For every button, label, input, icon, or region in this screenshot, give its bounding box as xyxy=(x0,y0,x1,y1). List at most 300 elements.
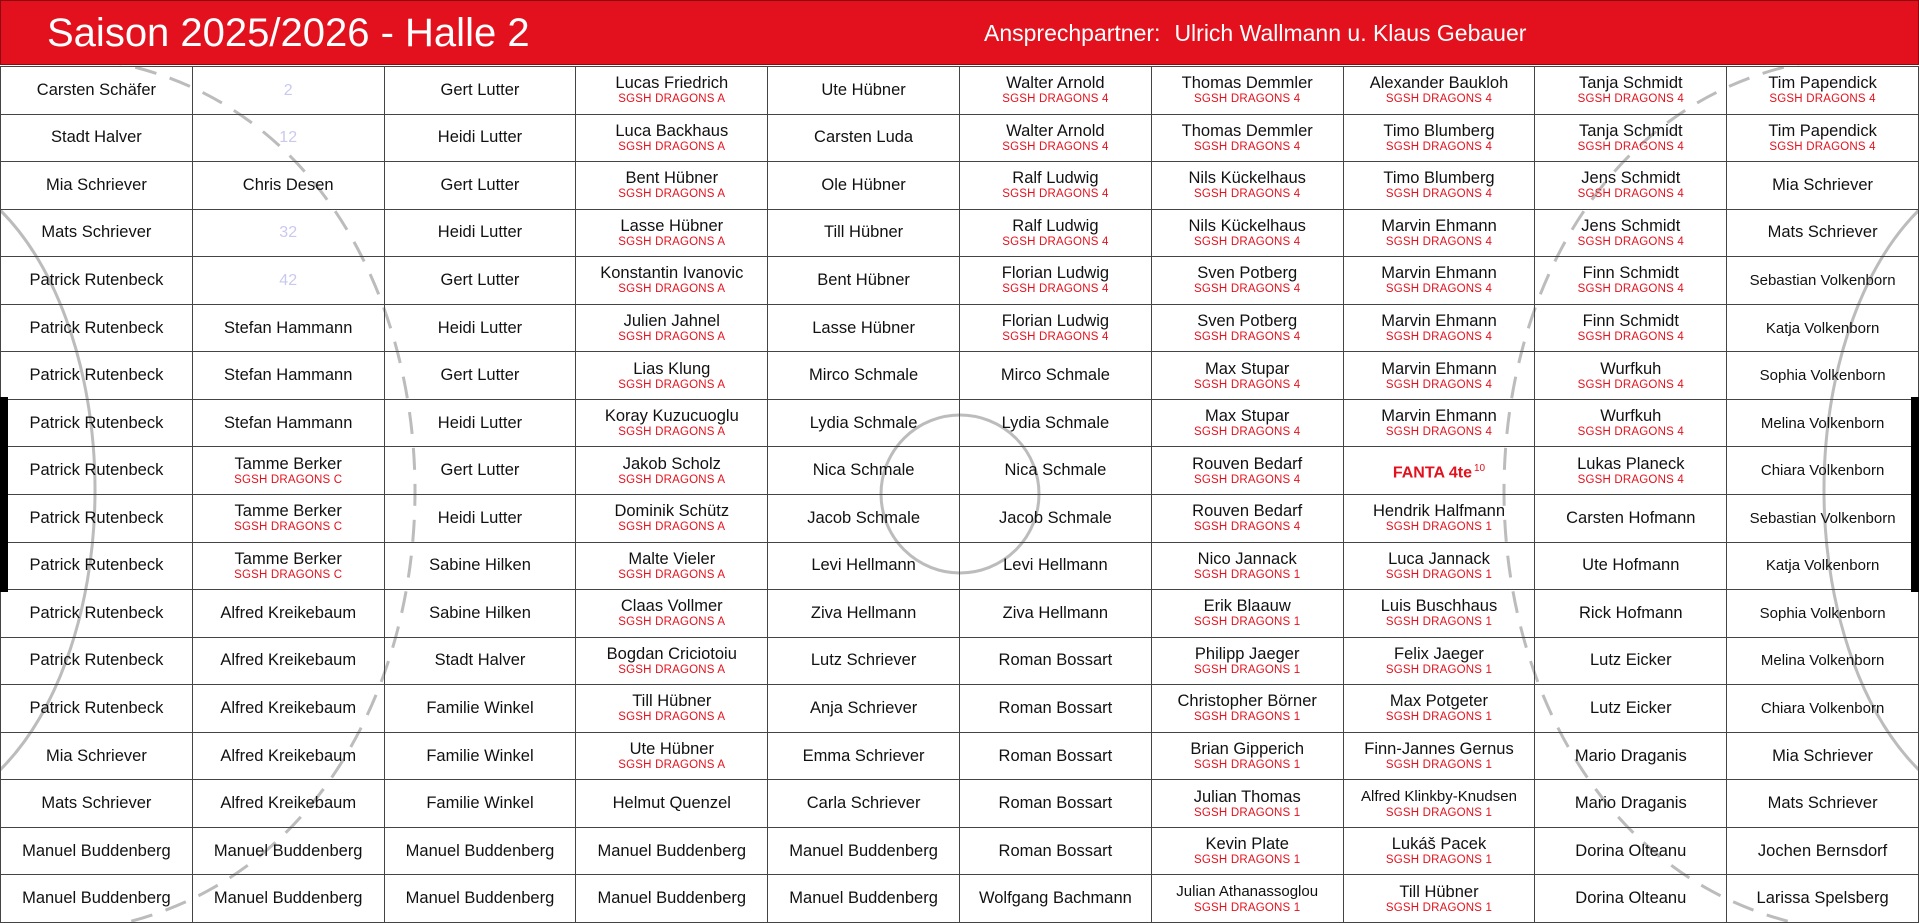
cell-name-wrap xyxy=(1393,459,1485,482)
cell-team: SGSH DRAGONS 4 xyxy=(1194,235,1301,248)
cell-name: Konstantin Ivanovic xyxy=(600,264,744,283)
schedule-cell xyxy=(1344,685,1536,733)
schedule-cell xyxy=(1535,590,1727,638)
cell-name: 42 xyxy=(279,271,298,289)
cell-name: Lutz Eicker xyxy=(1589,651,1672,670)
schedule-cell xyxy=(385,638,577,686)
cell-name: Alfred Kreikebaum xyxy=(220,746,357,765)
cell-team: SGSH DRAGONS A xyxy=(618,663,726,676)
schedule-cell xyxy=(1727,352,1919,400)
schedule-cell xyxy=(1,495,193,543)
schedule-cell xyxy=(768,590,960,638)
cell-team: SGSH DRAGONS A xyxy=(618,616,726,629)
schedule-cell xyxy=(385,257,577,305)
schedule-cell xyxy=(1344,447,1536,495)
cell-name: Till Hübner xyxy=(1399,882,1479,901)
schedule-cell xyxy=(1535,352,1727,400)
schedule-cell xyxy=(385,447,577,495)
schedule-cell xyxy=(1535,447,1727,495)
cell-name: Heidi Lutter xyxy=(437,413,523,432)
cell-team: SGSH DRAGONS 4 xyxy=(1385,378,1493,391)
schedule-cell xyxy=(193,638,385,686)
cell-name: 32 xyxy=(279,224,298,242)
schedule-cell xyxy=(193,162,385,210)
cell-team: SGSH DRAGONS A xyxy=(618,378,726,391)
cell-name: Gert Lutter xyxy=(440,270,520,289)
cell-name: Marvin Ehmann xyxy=(1381,312,1497,331)
cell-name: Rouven Bedarf xyxy=(1192,502,1303,521)
cell-name: Manuel Buddenberg xyxy=(22,841,171,860)
cell-name: Jochen Bernsdorf xyxy=(1757,841,1888,860)
schedule-grid xyxy=(0,66,1919,923)
schedule-cell xyxy=(768,875,960,923)
cell-name: Mirco Schmale xyxy=(809,366,919,385)
schedule-cell xyxy=(1344,257,1536,305)
cell-name: Katja Volkenborn xyxy=(1765,319,1880,337)
cell-team: SGSH DRAGONS C xyxy=(234,568,343,581)
schedule-cell xyxy=(1344,162,1536,210)
cell-name: Helmut Quenzel xyxy=(612,794,731,813)
schedule-cell xyxy=(1152,875,1344,923)
cell-name: Larissa Spelsberg xyxy=(1756,889,1889,908)
schedule-cell xyxy=(960,638,1152,686)
cell-name: Nica Schmale xyxy=(812,461,915,480)
cell-team: SGSH DRAGONS 4 xyxy=(1577,140,1684,153)
cell-team: SGSH DRAGONS 4 xyxy=(1577,378,1684,391)
cell-name: Familie Winkel xyxy=(426,794,534,813)
cell-name: Max Stupar xyxy=(1205,359,1290,378)
schedule-cell xyxy=(768,162,960,210)
contact-info xyxy=(984,1,1526,66)
cell-name: Stefan Hammann xyxy=(223,413,353,432)
schedule-cell xyxy=(1,875,193,923)
cell-team: SGSH DRAGONS 4 xyxy=(1194,521,1301,534)
cell-name: Emma Schriever xyxy=(802,746,925,765)
cell-name: Chiara Volkenborn xyxy=(1760,462,1885,480)
cell-name: Lydia Schmale xyxy=(809,413,918,432)
cell-name: Finn Schmidt xyxy=(1582,312,1679,331)
cell-team: SGSH DRAGONS 4 xyxy=(1002,283,1109,296)
cell-team: SGSH DRAGONS 1 xyxy=(1385,854,1493,867)
schedule-cell xyxy=(385,67,577,115)
schedule-cell xyxy=(960,875,1152,923)
schedule-cell xyxy=(1535,828,1727,876)
schedule-cell xyxy=(576,685,768,733)
cell-name: Tanja Schmidt xyxy=(1578,74,1683,93)
cell-team: SGSH DRAGONS C xyxy=(234,473,343,486)
cell-name: Finn-Jannes Gernus xyxy=(1364,740,1514,759)
cell-team: SGSH DRAGONS 1 xyxy=(1194,759,1301,772)
cell-team: SGSH DRAGONS 4 xyxy=(1577,235,1684,248)
schedule-cell xyxy=(1152,210,1344,258)
schedule-cell xyxy=(385,352,577,400)
cell-name: Lucas Friedrich xyxy=(615,74,729,93)
cell-name: Patrick Rutenbeck xyxy=(29,413,164,432)
schedule-cell xyxy=(768,828,960,876)
schedule-cell xyxy=(960,210,1152,258)
schedule-cell xyxy=(193,543,385,591)
schedule-cell xyxy=(1152,780,1344,828)
cell-name: Roman Bossart xyxy=(998,841,1113,860)
cell-team: SGSH DRAGONS 1 xyxy=(1385,663,1493,676)
schedule-cell xyxy=(1152,495,1344,543)
schedule-cell xyxy=(385,875,577,923)
cell-name: Alfred Kreikebaum xyxy=(220,651,357,670)
cell-name: Mats Schriever xyxy=(41,794,152,813)
cell-name: Heidi Lutter xyxy=(437,128,523,147)
cell-name: Carsten Hofmann xyxy=(1566,508,1696,527)
cell-team: SGSH DRAGONS 4 xyxy=(1002,331,1109,344)
schedule-cell xyxy=(1535,400,1727,448)
schedule-cell xyxy=(960,495,1152,543)
schedule-cell xyxy=(1344,495,1536,543)
cell-name: Sebastian Volkenborn xyxy=(1749,509,1896,527)
cell-name: Patrick Rutenbeck xyxy=(29,651,164,670)
schedule-cell xyxy=(1727,543,1919,591)
cell-name: Bent Hübner xyxy=(625,169,719,188)
cell-name: Heidi Lutter xyxy=(437,223,523,242)
page-title: Saison 2025/2026 - Halle 2 xyxy=(47,11,530,55)
cell-name: Bent Hübner xyxy=(817,270,910,289)
schedule-cell xyxy=(193,115,385,163)
cell-name: Thomas Demmler xyxy=(1181,74,1313,93)
schedule-cell xyxy=(193,685,385,733)
cell-name: Felix Jaeger xyxy=(1394,644,1484,663)
cell-name: Rick Hofmann xyxy=(1578,603,1683,622)
schedule-cell xyxy=(1,257,193,305)
schedule-cell xyxy=(385,733,577,781)
schedule-cell xyxy=(1344,875,1536,923)
cell-name: Ziva Hellmann xyxy=(1002,603,1109,622)
schedule-cell xyxy=(1535,875,1727,923)
cell-name: Mia Schriever xyxy=(45,175,147,194)
cell-name: Manuel Buddenberg xyxy=(213,889,363,908)
cell-name: Heidi Lutter xyxy=(437,318,523,337)
cell-name: Lasse Hübner xyxy=(812,318,915,337)
cell-team: SGSH DRAGONS 4 xyxy=(1769,93,1876,106)
cell-name: Gert Lutter xyxy=(440,80,520,99)
cell-name: Kevin Plate xyxy=(1205,835,1289,854)
cell-name: Luca Backhaus xyxy=(615,121,729,140)
cell-team: SGSH DRAGONS 1 xyxy=(1385,901,1493,914)
schedule-cell xyxy=(1535,305,1727,353)
schedule-cell xyxy=(1535,257,1727,305)
schedule-cell xyxy=(1727,115,1919,163)
schedule-cell xyxy=(1727,447,1919,495)
cell-name: Stefan Hammann xyxy=(223,366,353,385)
cell-name: Till Hübner xyxy=(632,692,712,711)
schedule-cell xyxy=(1727,67,1919,115)
schedule-cell xyxy=(1344,305,1536,353)
cell-team: SGSH DRAGONS C xyxy=(234,521,343,534)
cell-name: Koray Kuzucuoglu xyxy=(604,407,739,426)
cell-name: Tamme Berker xyxy=(234,454,342,473)
cell-name: Finn Schmidt xyxy=(1582,264,1679,283)
schedule-cell xyxy=(1152,543,1344,591)
cell-name: Patrick Rutenbeck xyxy=(29,508,164,527)
cell-team: SGSH DRAGONS 4 xyxy=(1577,283,1684,296)
schedule-cell xyxy=(1152,162,1344,210)
cell-name: Florian Ludwig xyxy=(1001,264,1110,283)
schedule-cell xyxy=(385,685,577,733)
cell-name: Levi Hellmann xyxy=(1003,556,1108,575)
schedule-cell xyxy=(576,115,768,163)
cell-team: SGSH DRAGONS 4 xyxy=(1385,283,1493,296)
cell-team: SGSH DRAGONS 1 xyxy=(1194,616,1301,629)
schedule-cell xyxy=(1152,685,1344,733)
cell-team: SGSH DRAGONS 4 xyxy=(1194,283,1301,296)
cell-name: Mirco Schmale xyxy=(1000,366,1110,385)
cell-team: SGSH DRAGONS 1 xyxy=(1385,521,1493,534)
schedule-cell xyxy=(1,685,193,733)
cell-name: Erik Blaauw xyxy=(1203,597,1291,616)
schedule-cell xyxy=(1,352,193,400)
cell-name: Bogdan Criciotoiu xyxy=(606,644,737,663)
schedule-cell xyxy=(960,115,1152,163)
cell-name: Nica Schmale xyxy=(1004,461,1107,480)
cell-name: Ralf Ludwig xyxy=(1012,169,1099,188)
cell-name: Carsten Schäfer xyxy=(36,80,157,99)
schedule-cell xyxy=(1,590,193,638)
cell-team: SGSH DRAGONS 1 xyxy=(1194,854,1301,867)
cell-name: Levi Hellmann xyxy=(811,556,916,575)
schedule-cell xyxy=(1727,162,1919,210)
cell-name: Manuel Buddenberg xyxy=(597,841,747,860)
cell-name: Ute Hübner xyxy=(821,80,906,99)
cell-name: Familie Winkel xyxy=(426,746,534,765)
schedule-cell xyxy=(1152,67,1344,115)
cell-name: Marvin Ehmann xyxy=(1381,264,1497,283)
cell-team: SGSH DRAGONS 4 xyxy=(1002,235,1109,248)
cell-team: SGSH DRAGONS 1 xyxy=(1385,759,1493,772)
cell-name: Mats Schriever xyxy=(1767,794,1878,813)
contact-label: Ansprechpartner: xyxy=(984,20,1161,46)
cell-name: Mario Draganis xyxy=(1574,746,1687,765)
schedule-cell xyxy=(385,543,577,591)
cell-name: Mats Schriever xyxy=(1767,223,1878,242)
cell-team: SGSH DRAGONS A xyxy=(618,711,726,724)
cell-name: Familie Winkel xyxy=(426,698,534,717)
schedule-cell xyxy=(193,447,385,495)
cell-team: SGSH DRAGONS A xyxy=(618,93,726,106)
schedule-cell xyxy=(1727,733,1919,781)
schedule-cell xyxy=(385,305,577,353)
cell-name: Ute Hübner xyxy=(629,740,714,759)
cell-name: Patrick Rutenbeck xyxy=(29,270,164,289)
cell-name: Alexander Baukloh xyxy=(1369,74,1509,93)
schedule-cell xyxy=(1152,305,1344,353)
cell-name: Sebastian Volkenborn xyxy=(1749,271,1896,289)
schedule-cell xyxy=(193,210,385,258)
cell-name: Thomas Demmler xyxy=(1181,121,1313,140)
schedule-cell xyxy=(1344,590,1536,638)
schedule-cell xyxy=(960,257,1152,305)
cell-name: Lasse Hübner xyxy=(620,216,724,235)
cell-name: Roman Bossart xyxy=(998,746,1113,765)
cell-name: Alfred Kreikebaum xyxy=(220,603,357,622)
schedule-cell xyxy=(1152,352,1344,400)
schedule-cell xyxy=(576,305,768,353)
schedule-cell xyxy=(1152,590,1344,638)
cell-name: Ute Hofmann xyxy=(1582,556,1680,575)
schedule-cell xyxy=(193,67,385,115)
schedule-cell xyxy=(1344,210,1536,258)
cell-name: Walter Arnold xyxy=(1006,121,1105,140)
schedule-cell xyxy=(385,115,577,163)
schedule-cell xyxy=(1344,67,1536,115)
schedule-cell xyxy=(1535,780,1727,828)
cell-team: SGSH DRAGONS 1 xyxy=(1385,568,1493,581)
schedule-cell xyxy=(1727,257,1919,305)
cell-name: Patrick Rutenbeck xyxy=(29,603,164,622)
schedule-cell xyxy=(1152,828,1344,876)
schedule-cell xyxy=(1344,780,1536,828)
schedule-cell xyxy=(1727,305,1919,353)
cell-name: Gert Lutter xyxy=(440,461,520,480)
schedule-cell xyxy=(576,162,768,210)
schedule-cell xyxy=(768,210,960,258)
cell-name: Lutz Schriever xyxy=(810,651,917,670)
schedule-cell xyxy=(1344,400,1536,448)
schedule-cell xyxy=(576,780,768,828)
schedule-cell xyxy=(1344,733,1536,781)
schedule-cell xyxy=(1727,400,1919,448)
cell-name: Julien Jahnel xyxy=(623,312,720,331)
cell-name: Max Stupar xyxy=(1205,407,1290,426)
schedule-cell xyxy=(1,305,193,353)
schedule-cell xyxy=(576,67,768,115)
cell-team: SGSH DRAGONS 4 xyxy=(1385,188,1493,201)
schedule-cell xyxy=(193,780,385,828)
cell-name: Melina Volkenborn xyxy=(1760,652,1885,670)
schedule-cell xyxy=(1152,400,1344,448)
schedule-cell xyxy=(1535,685,1727,733)
schedule-cell xyxy=(576,352,768,400)
schedule-cell xyxy=(576,638,768,686)
cell-team: SGSH DRAGONS 4 xyxy=(1002,93,1109,106)
schedule-cell xyxy=(1344,638,1536,686)
schedule-cell xyxy=(768,495,960,543)
cell-name: Mia Schriever xyxy=(45,746,147,765)
cell-name: Lukáš Pacek xyxy=(1391,835,1487,854)
cell-name: Manuel Buddenberg xyxy=(213,841,363,860)
cell-team: SGSH DRAGONS A xyxy=(618,188,726,201)
schedule-cell xyxy=(1,67,193,115)
cell-team: SGSH DRAGONS 1 xyxy=(1194,711,1301,724)
cell-team: SGSH DRAGONS 4 xyxy=(1194,426,1301,439)
schedule-cell xyxy=(1727,685,1919,733)
schedule-cell xyxy=(960,67,1152,115)
cell-team: SGSH DRAGONS 1 xyxy=(1385,616,1493,629)
cell-name: Nils Kückelhaus xyxy=(1188,216,1306,235)
schedule-cell xyxy=(768,305,960,353)
cell-team: SGSH DRAGONS A xyxy=(618,521,726,534)
cell-name: Patrick Rutenbeck xyxy=(29,318,164,337)
cell-name: Tim Papendick xyxy=(1768,121,1877,140)
cell-team: SGSH DRAGONS 1 xyxy=(1194,901,1301,914)
schedule-cell xyxy=(1535,733,1727,781)
schedule-cell xyxy=(960,685,1152,733)
cell-name: Claas Vollmer xyxy=(620,597,723,616)
schedule-cell xyxy=(768,447,960,495)
schedule-cell xyxy=(1535,638,1727,686)
schedule-cell xyxy=(193,828,385,876)
schedule-cell xyxy=(385,780,577,828)
schedule-cell xyxy=(1,828,193,876)
cell-name: Ole Hübner xyxy=(821,175,906,194)
cell-team: SGSH DRAGONS A xyxy=(618,283,726,296)
right-goal-marker xyxy=(1911,397,1919,592)
schedule-cell xyxy=(1152,115,1344,163)
cell-team: SGSH DRAGONS 1 xyxy=(1194,806,1301,819)
schedule-cell xyxy=(385,828,577,876)
cell-team: SGSH DRAGONS 4 xyxy=(1577,331,1684,344)
schedule-cell xyxy=(1,543,193,591)
cell-name: Lydia Schmale xyxy=(1001,413,1110,432)
cell-team: SGSH DRAGONS 1 xyxy=(1194,663,1301,676)
cell-name: Ralf Ludwig xyxy=(1012,216,1099,235)
cell-team: SGSH DRAGONS 4 xyxy=(1194,378,1301,391)
cell-team: SGSH DRAGONS 4 xyxy=(1577,426,1684,439)
cell-team: SGSH DRAGONS 4 xyxy=(1385,140,1493,153)
schedule-cell xyxy=(1535,210,1727,258)
cell-team: SGSH DRAGONS A xyxy=(618,759,726,772)
schedule-cell xyxy=(576,875,768,923)
schedule-cell xyxy=(1727,875,1919,923)
schedule-cell xyxy=(1727,828,1919,876)
schedule-cell xyxy=(768,352,960,400)
schedule-cell xyxy=(768,543,960,591)
schedule-cell xyxy=(1152,447,1344,495)
cell-name: Florian Ludwig xyxy=(1001,312,1110,331)
cell-name: Rouven Bedarf xyxy=(1192,454,1303,473)
schedule-cell xyxy=(1344,828,1536,876)
cell-team: SGSH DRAGONS A xyxy=(618,331,726,344)
schedule-cell xyxy=(1727,495,1919,543)
cell-team: SGSH DRAGONS A xyxy=(618,235,726,248)
cell-name: Chris Desen xyxy=(242,175,334,194)
cell-name: Sabine Hilken xyxy=(429,556,531,575)
cell-name: Hendrik Halfmann xyxy=(1372,502,1506,521)
schedule-cell xyxy=(768,257,960,305)
cell-team: SGSH DRAGONS 4 xyxy=(1577,93,1684,106)
cell-name: 2 xyxy=(283,81,293,99)
cell-name: Manuel Buddenberg xyxy=(789,889,938,908)
cell-name: Philipp Jaeger xyxy=(1194,644,1300,663)
cell-name: Alfred Klinkby-Knudsen xyxy=(1361,787,1517,805)
cell-team: SGSH DRAGONS A xyxy=(618,568,726,581)
cell-team: SGSH DRAGONS 1 xyxy=(1385,806,1493,819)
cell-name: Alfred Kreikebaum xyxy=(220,698,357,717)
schedule-cell xyxy=(576,447,768,495)
schedule-cell xyxy=(1727,210,1919,258)
schedule-cell xyxy=(1,447,193,495)
schedule-cell xyxy=(768,780,960,828)
cell-name: Timo Blumberg xyxy=(1383,121,1495,140)
schedule-cell xyxy=(1344,352,1536,400)
header-bar xyxy=(0,0,1919,65)
cell-name: Patrick Rutenbeck xyxy=(29,461,164,480)
cell-name: Roman Bossart xyxy=(998,794,1113,813)
cell-name: Tanja Schmidt xyxy=(1578,121,1683,140)
schedule-cell xyxy=(1,210,193,258)
schedule-cell xyxy=(1152,257,1344,305)
cell-name: Brian Gipperich xyxy=(1190,740,1305,759)
cell-team: SGSH DRAGONS 4 xyxy=(1194,473,1301,486)
cell-team: SGSH DRAGONS 4 xyxy=(1577,188,1684,201)
schedule-cell xyxy=(1,400,193,448)
cell-name: Tamme Berker xyxy=(234,549,342,568)
